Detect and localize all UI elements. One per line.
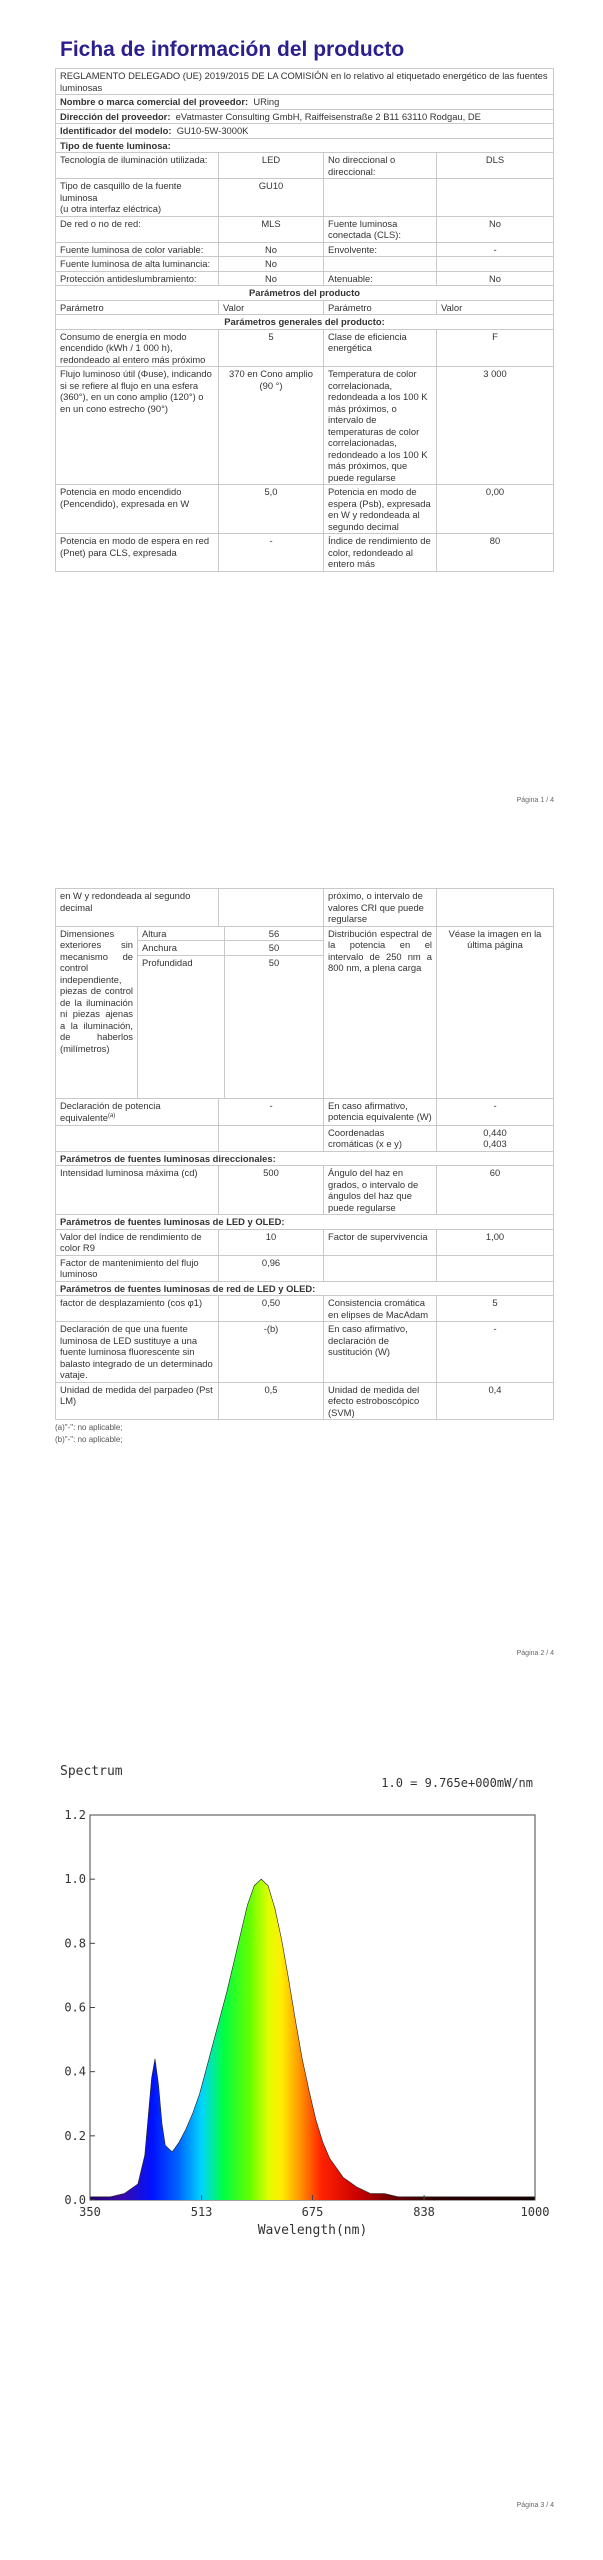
value-cell: DLS [437,153,554,179]
param-cell: Potencia en modo encendido (Pencendido), expresada en W [56,485,219,534]
model-label: Identificador del modelo: [60,125,172,136]
table-row [56,216,554,242]
value-cell: 0,50 [219,1296,324,1322]
value-cell [437,889,554,927]
param-cell: Protección antideslumbramiento: [56,271,219,286]
value-cell: 370 en Cono amplio (90 °) [219,367,324,485]
table-row [56,257,554,272]
value-cell: 1,00 [437,1229,554,1255]
param-cell: Potencia en modo de espera (Psb), expresada en W y redondeada al segundo decimal [324,485,437,534]
dim-value: 50 [225,955,324,1098]
page-footer: Página 3 / 4 [516,2502,554,2509]
spd-label: Distribución espectral de la potencia en el intervalo de 250 nm a 800 nm, a plena carga [324,926,437,1098]
equiv-power-label: En caso afirmativo, potencia equivalente (W) [324,1098,437,1125]
value-cell: No [219,271,324,286]
table-row [56,1296,554,1322]
x-tick-label: 513 [190,2205,213,2219]
address-row [56,109,554,124]
chroma-label: Coordenadas cromáticas (x e y) [324,1125,437,1151]
value-cell [219,889,324,927]
led-heading: Parámetros de fuentes luminosas de LED y OLED: [56,1215,554,1230]
param-cell: Factor de mantenimiento del flujo luminoso [56,1255,219,1281]
value-cell [437,1255,554,1281]
empty-cell [56,1125,219,1151]
spd-value: Véase la imagen en la última página [437,926,554,1098]
param-cell: De red o no de red: [56,216,219,242]
value-cell: 500 [219,1166,324,1215]
footnote-b: (b)"-": no aplicable; [55,1435,123,1445]
table-row [56,271,554,286]
value-cell: No [437,271,554,286]
value-cell: - [437,242,554,257]
table-row [56,242,554,257]
param-cell: Fuente luminosa conectada (CLS): [324,216,437,242]
param-cell: Valor del índice de rendimiento de color R9 [56,1229,219,1255]
table-row [56,1229,554,1255]
x-axis-label: Wavelength(nm) [257,2223,368,2238]
value-cell: No [437,216,554,242]
param-cell: Fuente luminosa de alta luminancia: [56,257,219,272]
col-param-header: Parámetro [324,300,437,315]
param-cell: Intensidad luminosa máxima (cd) [56,1166,219,1215]
table-row [56,179,554,217]
footnote-a: (a)"-": no aplicable; [55,1423,123,1433]
value-cell: LED [219,153,324,179]
supplier-label: Nombre o marca comercial del proveedor: [60,96,249,107]
param-cell [324,1255,437,1281]
equiv-footnote-mark: (a) [107,1113,116,1119]
params-heading: Parámetros del producto [56,286,554,301]
value-cell: - [437,1322,554,1383]
regulation-text: REGLAMENTO DELEGADO (UE) 2019/2015 DE LA COMISIÓN en lo relativo al etiquetado energético de las fuentes luminosas [56,69,554,95]
x-tick-label: 1000 [520,2205,550,2219]
param-cell: Factor de supervivencia [324,1229,437,1255]
page-2 [0,880,603,1680]
col-value-header: Valor [219,300,324,315]
param-cell: Tecnología de iluminación utilizada: [56,153,219,179]
value-cell: No [219,257,324,272]
value-cell [437,257,554,272]
table-row [56,1255,554,1281]
x-tick-label: 838 [413,2205,435,2219]
table-row [56,534,554,572]
dim-label: Anchura [138,941,225,956]
value-cell: 0,4 [437,1382,554,1420]
model-row [56,124,554,139]
y-tick-label: 1.2 [64,1808,86,1822]
param-cell: No direccional o direccional: [324,153,437,179]
value-cell: No [219,242,324,257]
dim-value: 56 [225,927,324,941]
y-tick-label: 0.2 [64,2128,86,2143]
param-cell: Ángulo del haz en grados, o intervalo de ángulos del haz que puede regularse [324,1166,437,1215]
dims-cell [138,926,324,1098]
x-tick-label: 350 [79,2205,101,2219]
value-cell: 3 000 [437,367,554,485]
param-cell: Unidad de medida del parpadeo (Pst LM) [56,1382,219,1420]
table-row [56,329,554,367]
equiv-value: - [219,1098,324,1125]
value-cell: MLS [219,216,324,242]
param-cell: Tipo de casquillo de la fuente luminosa (u otra interfaz eléctrica) [56,179,219,217]
chart-title: Spectrum [60,1764,123,1779]
y-tick-label: 0.8 [64,1936,86,1951]
value-cell: 5 [219,329,324,367]
value-cell: -(b) [219,1322,324,1383]
y-tick-label: 1.0 [64,1872,86,1887]
chart-annotation: 1.0 = 9.765e+000mW/nm [381,1776,533,1790]
param-cell: Consumo de energía en modo encendido (kWh / 1 000 h), redondeado al entero más próximo [56,329,219,367]
param-cell: Temperatura de color correlacionada, redondeada a los 100 K más próximos, o intervalo de temperaturas de color correlacionadas, redondeado a los 100 K más próximos, que puede regularse [324,367,437,485]
spectrum-chart [55,1755,555,2255]
model-value: GU10-5W-3000K [176,125,249,136]
dim-label: Profundidad [138,955,225,1098]
doc-title: Ficha de información del producto [60,38,405,61]
footnotes [55,1422,553,1446]
ledred-heading: Parámetros de fuentes luminosas de red de LED y OLED: [56,1281,554,1296]
product-params-table-cont [55,888,554,1420]
page-1-content [55,30,553,572]
y-tick-label: 0.0 [64,2193,86,2207]
address-label: Dirección del proveedor: [60,110,171,122]
value-cell: 0,00 [437,485,554,534]
equiv-label-text: Declaración de potencia equivalente [60,1099,161,1124]
y-tick-label: 0.6 [64,2000,86,2015]
value-cell: F [437,329,554,367]
param-cell: Fuente luminosa de color variable: [56,242,219,257]
param-cell: Unidad de medida del efecto estroboscópico (SVM) [324,1382,437,1420]
col-value-header: Valor [437,300,554,315]
param-cell: en W y redondeada al segundo decimal [56,889,219,927]
param-cell: Atenuable: [324,271,437,286]
source-type-heading: Tipo de fuente luminosa: [56,138,554,153]
value-cell [437,179,554,217]
page-footer: Página 1 / 4 [516,797,554,804]
value-cell: 80 [437,534,554,572]
page-2-content [55,888,553,1446]
value-cell: 0,96 [219,1255,324,1281]
value-cell: 10 [219,1229,324,1255]
empty-cell [219,1125,324,1151]
y-tick-label: 0.4 [64,2064,86,2079]
param-cell: Clase de eficiencia energética [324,329,437,367]
param-cell: Envolvente: [324,242,437,257]
supplier-value: URing [253,96,280,107]
value-cell: 0,5 [219,1382,324,1420]
dir-heading: Parámetros de fuentes luminosas direccionales: [56,1151,554,1166]
param-cell: Potencia en modo de espera en red (Pnet) para CLS, expresada [56,534,219,572]
param-cell: Declaración de que una fuente luminosa de LED sustituye a una fuente luminosa fluorescente sin balasto integrado de un determinado vataje. [56,1322,219,1383]
param-cell [324,179,437,217]
value-cell: 5,0 [219,485,324,534]
value-cell: - [219,534,324,572]
page-footer: Página 2 / 4 [516,1650,554,1657]
dims-label: Dimensiones exteriores sin mecanismo de control independiente, piezas de control de la iluminación ni piezas ajenas a la iluminación, de haberlos (milímetros) [56,926,138,1098]
address-value: eVatmaster Consulting GmbH, Raiffeisenstraße 2 B11 63110 Rodgau, DE [175,110,481,122]
chroma-value: 0,440 0,403 [437,1125,554,1151]
col-param-header: Parámetro [56,300,219,315]
value-cell: 60 [437,1166,554,1215]
param-cell [324,257,437,272]
param-cell: En caso afirmativo, declaración de sustitución (W) [324,1322,437,1383]
param-cell: Flujo luminoso útil (Φuse), indicando si se refiere al flujo en una esfera (360°), en un cono amplio (120°) o en un cono estrecho (90°) [56,367,219,485]
table-row [56,367,554,485]
x-tick-label: 675 [301,2205,324,2219]
supplier-row [56,95,554,110]
equiv-label [56,1098,219,1125]
param-cell: factor de desplazamiento (cos φ1) [56,1296,219,1322]
general-params-heading: Parámetros generales del producto: [56,315,554,330]
table-row [56,1382,554,1420]
dim-label: Altura [138,927,225,941]
value-cell: GU10 [219,179,324,217]
param-cell: Índice de rendimiento de color, redondeado al entero más [324,534,437,572]
param-cell: Consistencia cromática en elipses de MacAdam [324,1296,437,1322]
page-1 [0,0,603,830]
value-cell: 5 [437,1296,554,1322]
table-row [56,1322,554,1383]
dim-value: 50 [225,941,324,956]
equiv-power-value: - [437,1098,554,1125]
table-row [56,485,554,534]
param-cell: próximo, o intervalo de valores CRI que puede regularse [324,889,437,927]
product-info-table [55,68,554,572]
table-row [56,153,554,179]
